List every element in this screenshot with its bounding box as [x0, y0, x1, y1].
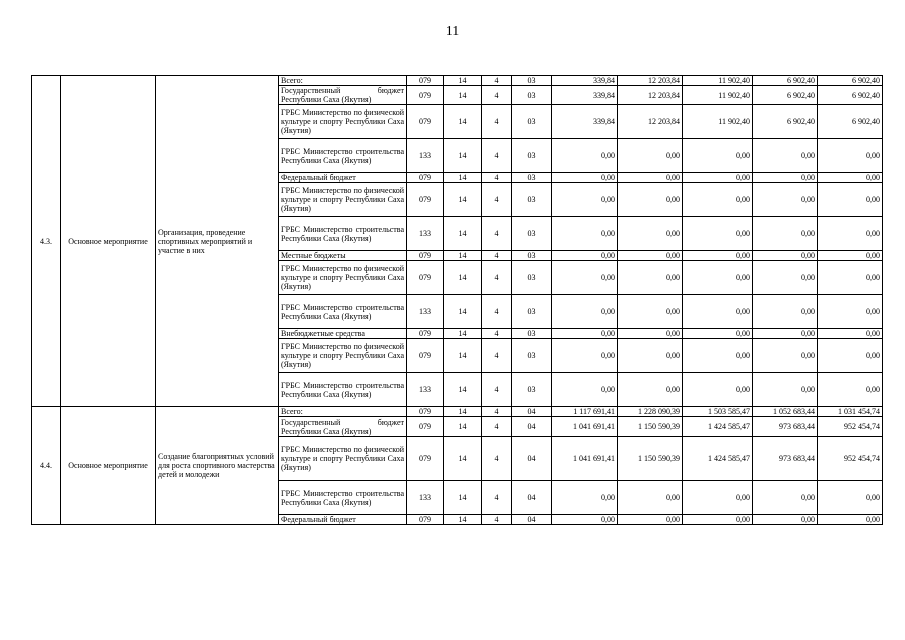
item-title: Организация, проведение спортивных мероприятий и участие в них — [156, 76, 279, 407]
grbs-code: 079 — [407, 251, 444, 261]
item-number: 4.4. — [32, 407, 61, 525]
grbs-code: 079 — [407, 76, 444, 86]
subsection-code: 4 — [482, 407, 512, 417]
subsection-code: 4 — [482, 183, 512, 217]
section-code: 14 — [444, 515, 482, 525]
section-code: 14 — [444, 217, 482, 251]
amount-1: 0,00 — [552, 183, 618, 217]
subsection-code: 4 — [482, 261, 512, 295]
section-code: 14 — [444, 139, 482, 173]
target-code: 03 — [512, 329, 552, 339]
target-code: 04 — [512, 417, 552, 437]
grbs-code: 079 — [407, 183, 444, 217]
target-code: 03 — [512, 105, 552, 139]
amount-2: 0,00 — [618, 183, 683, 217]
amount-3: 0,00 — [683, 139, 753, 173]
amount-3: 11 902,40 — [683, 86, 753, 105]
amount-5: 0,00 — [818, 339, 883, 373]
grbs-code: 079 — [407, 329, 444, 339]
funding-source: ГРБС Министерство строительства Республики Саха (Якутия) — [279, 481, 407, 515]
amount-2: 0,00 — [618, 481, 683, 515]
subsection-code: 4 — [482, 373, 512, 407]
amount-1: 339,84 — [552, 76, 618, 86]
subsection-code: 4 — [482, 329, 512, 339]
funding-source: ГРБС Министерство по физической культуре и спорту Республики Саха (Якутия) — [279, 437, 407, 481]
funding-source: Государственный бюджет Республики Саха (Якутия) — [279, 417, 407, 437]
amount-5: 6 902,40 — [818, 105, 883, 139]
subsection-code: 4 — [482, 295, 512, 329]
grbs-code: 133 — [407, 481, 444, 515]
subsection-code: 4 — [482, 515, 512, 525]
amount-3: 0,00 — [683, 515, 753, 525]
funding-source: Федеральный бюджет — [279, 515, 407, 525]
amount-4: 6 902,40 — [753, 105, 818, 139]
amount-2: 12 203,84 — [618, 86, 683, 105]
amount-4: 0,00 — [753, 173, 818, 183]
subsection-code: 4 — [482, 139, 512, 173]
item-title: Создание благоприятных условий для роста спортивного мастерства детей и молодежи — [156, 407, 279, 525]
target-code: 04 — [512, 437, 552, 481]
target-code: 04 — [512, 481, 552, 515]
amount-1: 0,00 — [552, 481, 618, 515]
amount-5: 0,00 — [818, 329, 883, 339]
target-code: 03 — [512, 139, 552, 173]
target-code: 03 — [512, 173, 552, 183]
subsection-code: 4 — [482, 437, 512, 481]
amount-3: 0,00 — [683, 329, 753, 339]
amount-4: 0,00 — [753, 295, 818, 329]
amount-3: 0,00 — [683, 183, 753, 217]
subsection-code: 4 — [482, 105, 512, 139]
target-code: 03 — [512, 183, 552, 217]
grbs-code: 079 — [407, 417, 444, 437]
section-code: 14 — [444, 437, 482, 481]
grbs-code: 079 — [407, 515, 444, 525]
grbs-code: 079 — [407, 339, 444, 373]
section-code: 14 — [444, 373, 482, 407]
target-code: 04 — [512, 515, 552, 525]
amount-5: 952 454,74 — [818, 417, 883, 437]
amount-2: 0,00 — [618, 339, 683, 373]
amount-2: 12 203,84 — [618, 76, 683, 86]
amount-4: 0,00 — [753, 339, 818, 373]
funding-source: ГРБС Министерство по физической культуре и спорту Республики Саха (Якутия) — [279, 183, 407, 217]
amount-2: 0,00 — [618, 373, 683, 407]
funding-source: Всего: — [279, 407, 407, 417]
amount-3: 11 902,40 — [683, 76, 753, 86]
amount-2: 0,00 — [618, 515, 683, 525]
target-code: 03 — [512, 251, 552, 261]
amount-1: 0,00 — [552, 515, 618, 525]
amount-4: 0,00 — [753, 217, 818, 251]
item-type: Основное мероприятие — [61, 407, 156, 525]
grbs-code: 079 — [407, 407, 444, 417]
subsection-code: 4 — [482, 417, 512, 437]
subsection-code: 4 — [482, 76, 512, 86]
amount-4: 0,00 — [753, 139, 818, 173]
amount-5: 0,00 — [818, 173, 883, 183]
amount-5: 0,00 — [818, 139, 883, 173]
target-code: 03 — [512, 261, 552, 295]
target-code: 03 — [512, 76, 552, 86]
amount-1: 0,00 — [552, 329, 618, 339]
table-row — [32, 407, 883, 417]
section-code: 14 — [444, 481, 482, 515]
amount-2: 12 203,84 — [618, 105, 683, 139]
budget-table — [31, 75, 883, 525]
page-number: 11 — [445, 24, 460, 39]
amount-4: 0,00 — [753, 481, 818, 515]
amount-1: 0,00 — [552, 217, 618, 251]
section-code: 14 — [444, 417, 482, 437]
section-code: 14 — [444, 251, 482, 261]
amount-1: 1 041 691,41 — [552, 417, 618, 437]
funding-source: ГРБС Министерство по физической культуре и спорту Республики Саха (Якутия) — [279, 261, 407, 295]
funding-source: ГРБС Министерство по физической культуре и спорту Республики Саха (Якутия) — [279, 339, 407, 373]
funding-source: Внебюджетные средства — [279, 329, 407, 339]
amount-3: 0,00 — [683, 339, 753, 373]
section-code: 14 — [444, 295, 482, 329]
amount-1: 0,00 — [552, 295, 618, 329]
amount-4: 0,00 — [753, 251, 818, 261]
grbs-code: 133 — [407, 139, 444, 173]
amount-4: 0,00 — [753, 183, 818, 217]
subsection-code: 4 — [482, 86, 512, 105]
grbs-code: 133 — [407, 373, 444, 407]
subsection-code: 4 — [482, 481, 512, 515]
funding-source: ГРБС Министерство по физической культуре и спорту Республики Саха (Якутия) — [279, 105, 407, 139]
amount-4: 973 683,44 — [753, 437, 818, 481]
amount-4: 6 902,40 — [753, 86, 818, 105]
funding-source: Федеральный бюджет — [279, 173, 407, 183]
amount-2: 1 228 090,39 — [618, 407, 683, 417]
section-code: 14 — [444, 86, 482, 105]
amount-3: 0,00 — [683, 217, 753, 251]
amount-3: 0,00 — [683, 481, 753, 515]
amount-5: 0,00 — [818, 481, 883, 515]
amount-4: 973 683,44 — [753, 417, 818, 437]
amount-2: 0,00 — [618, 251, 683, 261]
funding-source: ГРБС Министерство строительства Республики Саха (Якутия) — [279, 139, 407, 173]
target-code: 03 — [512, 373, 552, 407]
target-code: 04 — [512, 407, 552, 417]
amount-2: 0,00 — [618, 173, 683, 183]
amount-4: 6 902,40 — [753, 76, 818, 86]
subsection-code: 4 — [482, 339, 512, 373]
target-code: 03 — [512, 295, 552, 329]
amount-2: 0,00 — [618, 261, 683, 295]
amount-3: 1 503 585,47 — [683, 407, 753, 417]
section-code: 14 — [444, 105, 482, 139]
amount-5: 6 902,40 — [818, 86, 883, 105]
section-code: 14 — [444, 261, 482, 295]
funding-source: ГРБС Министерство строительства Республики Саха (Якутия) — [279, 295, 407, 329]
section-code: 14 — [444, 183, 482, 217]
funding-source: ГРБС Министерство строительства Республики Саха (Якутия) — [279, 217, 407, 251]
amount-1: 1 041 691,41 — [552, 437, 618, 481]
item-type: Основное мероприятие — [61, 76, 156, 407]
amount-1: 0,00 — [552, 251, 618, 261]
amount-3: 11 902,40 — [683, 105, 753, 139]
amount-2: 0,00 — [618, 329, 683, 339]
amount-5: 0,00 — [818, 217, 883, 251]
grbs-code: 079 — [407, 173, 444, 183]
section-code: 14 — [444, 339, 482, 373]
funding-source: Всего: — [279, 76, 407, 86]
amount-4: 0,00 — [753, 373, 818, 407]
amount-5: 0,00 — [818, 515, 883, 525]
section-code: 14 — [444, 173, 482, 183]
grbs-code: 079 — [407, 261, 444, 295]
funding-source: Государственный бюджет Республики Саха (Якутия) — [279, 86, 407, 105]
amount-2: 1 150 590,39 — [618, 437, 683, 481]
amount-3: 1 424 585,47 — [683, 417, 753, 437]
amount-1: 1 117 691,41 — [552, 407, 618, 417]
grbs-code: 079 — [407, 86, 444, 105]
grbs-code: 079 — [407, 437, 444, 481]
target-code: 03 — [512, 86, 552, 105]
amount-4: 0,00 — [753, 261, 818, 295]
amount-2: 1 150 590,39 — [618, 417, 683, 437]
amount-5: 0,00 — [818, 295, 883, 329]
amount-2: 0,00 — [618, 295, 683, 329]
funding-source: Местные бюджеты — [279, 251, 407, 261]
amount-1: 339,84 — [552, 105, 618, 139]
subsection-code: 4 — [482, 251, 512, 261]
grbs-code: 133 — [407, 217, 444, 251]
amount-5: 1 031 454,74 — [818, 407, 883, 417]
amount-3: 1 424 585,47 — [683, 437, 753, 481]
funding-source: ГРБС Министерство строительства Республики Саха (Якутия) — [279, 373, 407, 407]
amount-5: 6 902,40 — [818, 76, 883, 86]
amount-1: 0,00 — [552, 339, 618, 373]
grbs-code: 133 — [407, 295, 444, 329]
amount-5: 0,00 — [818, 183, 883, 217]
table-row — [32, 76, 883, 86]
amount-2: 0,00 — [618, 217, 683, 251]
amount-4: 1 052 683,44 — [753, 407, 818, 417]
section-code: 14 — [444, 407, 482, 417]
subsection-code: 4 — [482, 173, 512, 183]
amount-2: 0,00 — [618, 139, 683, 173]
amount-3: 0,00 — [683, 251, 753, 261]
target-code: 03 — [512, 339, 552, 373]
target-code: 03 — [512, 217, 552, 251]
grbs-code: 079 — [407, 105, 444, 139]
amount-4: 0,00 — [753, 515, 818, 525]
amount-5: 952 454,74 — [818, 437, 883, 481]
subsection-code: 4 — [482, 217, 512, 251]
amount-1: 0,00 — [552, 173, 618, 183]
amount-5: 0,00 — [818, 261, 883, 295]
amount-3: 0,00 — [683, 373, 753, 407]
amount-3: 0,00 — [683, 295, 753, 329]
amount-1: 339,84 — [552, 86, 618, 105]
section-code: 14 — [444, 76, 482, 86]
amount-3: 0,00 — [683, 173, 753, 183]
amount-1: 0,00 — [552, 373, 618, 407]
amount-1: 0,00 — [552, 139, 618, 173]
section-code: 14 — [444, 329, 482, 339]
amount-1: 0,00 — [552, 261, 618, 295]
item-number: 4.3. — [32, 76, 61, 407]
amount-5: 0,00 — [818, 251, 883, 261]
amount-3: 0,00 — [683, 261, 753, 295]
amount-4: 0,00 — [753, 329, 818, 339]
amount-5: 0,00 — [818, 373, 883, 407]
